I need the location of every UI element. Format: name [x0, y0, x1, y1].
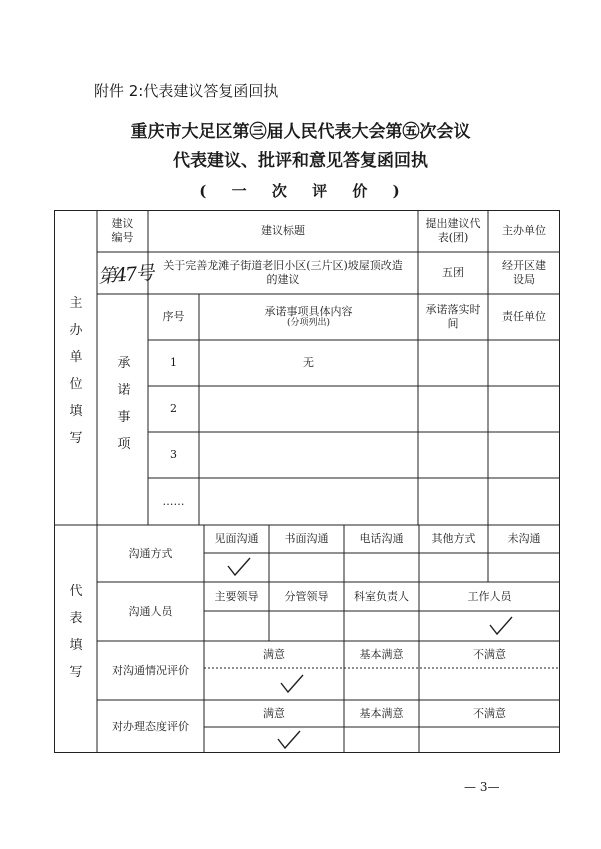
- comm-eval-label: 对沟通情况评价: [112, 663, 189, 677]
- commit-seq: 3: [170, 448, 177, 462]
- comm-method-option: 书面沟通: [284, 532, 329, 546]
- commit-content: 无: [303, 356, 314, 370]
- comm-method-label: 沟通方式: [128, 546, 173, 560]
- document-subtitle: 代表建议、批评和意见答复函回执: [173, 151, 428, 171]
- header-seq: 序号: [162, 310, 185, 324]
- comm-method-option: 其他方式: [431, 532, 476, 546]
- checkmark-icon: [488, 615, 514, 637]
- attitude-eval-label: 对办理态度评价: [112, 719, 189, 733]
- checkmark-icon: [276, 729, 302, 751]
- proposal-number-handwritten: 第47号: [97, 262, 153, 288]
- comm-method-option: 未沟通: [507, 532, 541, 546]
- header-proposal-title: 建议标题: [261, 224, 305, 238]
- header-commit-content: 承诺事项具体内容 (分项列出): [264, 304, 353, 329]
- receipt-table: [54, 210, 560, 753]
- attitude-eval-option: 不满意: [473, 706, 506, 720]
- attachment-label: 附件 2:代表建议答复函回执: [94, 82, 279, 100]
- attitude-eval-option: 基本满意: [359, 706, 404, 720]
- eval-char: 一: [231, 182, 249, 200]
- proposal-title: 关于完善龙滩子街道老旧小区(三片区)坡屋顶改造的建议: [163, 259, 403, 286]
- evaluation-count: [0, 180, 601, 201]
- commit-seq: 1: [170, 356, 177, 370]
- commit-seq: ……: [162, 494, 185, 508]
- header-deadline: 承诺落实时间: [425, 303, 481, 330]
- header-representative: 提出建议代表(团): [425, 217, 481, 244]
- attitude-eval-option: 满意: [263, 706, 285, 720]
- rep-fill-label: 代 表 填 写: [69, 584, 83, 680]
- page-number: — 3—: [464, 780, 500, 794]
- comm-method-option: 电话沟通: [359, 532, 404, 546]
- eval-paren-close: ): [392, 182, 402, 200]
- host-fill-label: 主 办 单 位 填 写: [69, 296, 83, 446]
- comm-eval-option: 满意: [263, 647, 285, 661]
- comm-eval-option: 不满意: [473, 647, 506, 661]
- eval-paren-open: (: [199, 182, 209, 200]
- eval-char: 次: [271, 182, 289, 200]
- commit-seq: 2: [170, 402, 177, 416]
- checkmark-icon: [226, 556, 252, 578]
- document-title: 重庆市大足区第㊂届人民代表大会第㊄次会议: [130, 122, 471, 142]
- comm-person-option: 主要领导: [214, 589, 259, 603]
- comm-person-option: 工作人员: [467, 589, 512, 603]
- header-proposal-no: 建议编号: [111, 217, 134, 244]
- comm-eval-option: 基本满意: [359, 647, 404, 661]
- commitment-label: 承 诺 事 项: [117, 356, 131, 452]
- eval-char: 评: [312, 182, 330, 200]
- comm-method-option: 见面沟通: [214, 532, 259, 546]
- eval-char: 价: [352, 182, 370, 200]
- header-host-unit: 主办单位: [502, 224, 546, 238]
- comm-person-label: 沟通人员: [128, 604, 173, 618]
- proposal-representative: 五团: [442, 266, 464, 280]
- comm-person-option: 科室负责人: [354, 589, 409, 603]
- comm-person-option: 分管领导: [284, 589, 329, 603]
- checkmark-icon: [279, 673, 305, 695]
- proposal-host-unit: 经开区建设局: [502, 259, 546, 286]
- header-responsible: 责任单位: [502, 310, 546, 324]
